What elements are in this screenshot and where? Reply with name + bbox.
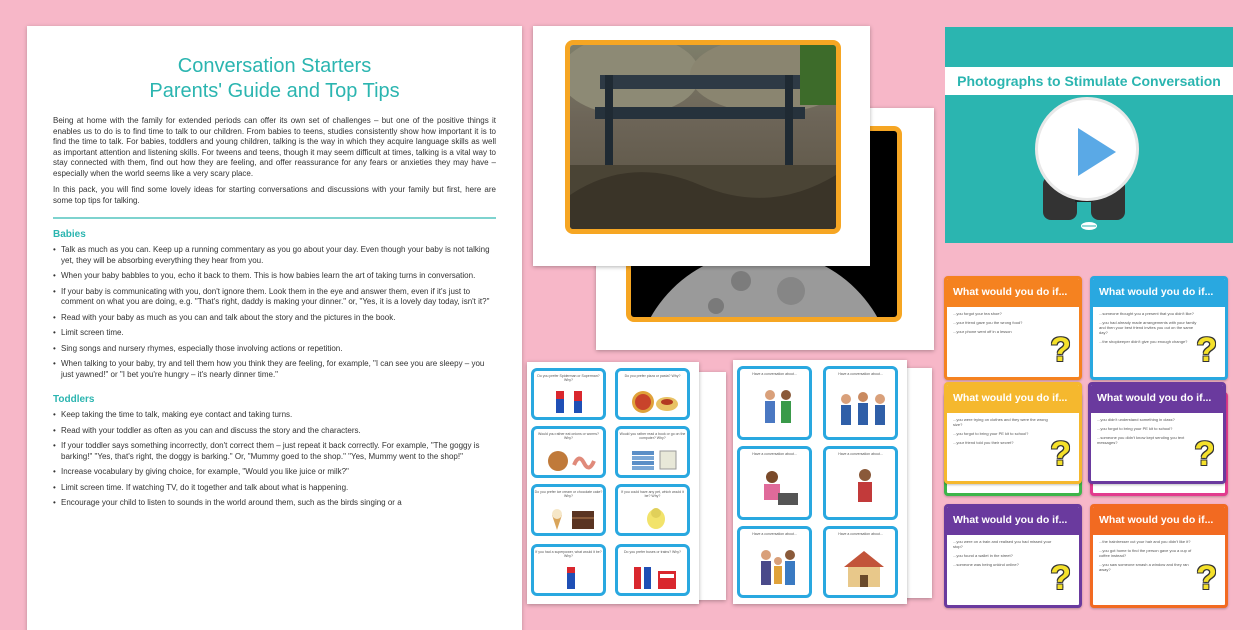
picture-card [531,368,606,420]
question-line: ...your friend gave you the wrong food? [953,320,1023,325]
question-card-heading: What would you do if... [947,279,1079,307]
question-line: ...you forgot to bring your PE kit to school? [1097,426,1173,431]
question-card [944,504,1082,608]
play-button-icon[interactable] [1035,97,1139,201]
guide-intro-paragraph: Being at home with the family for extended periods can offer its own set of challenges – but one of the positive things it enables us to do is to find time to talk to our children. From babies to teens, studies consistently show how important it is to find the time to talk. For babies, toddlers and young children, talking is the way in which they acquire language skills as well as important attention and listening skills. For tweens and teens, though it may seem difficult at times, talking is a vital way to stay connected with them, find out how they are feeling, and offer reassurance for any fears or anxieties they may have – especially when the world seems like a very scary place. [53,116,496,178]
question-line: ...someone you didn't know kept sending you text messages? [1097,435,1185,445]
picture-card [737,366,812,440]
list-item: • Limit screen time. [53,328,496,339]
video-thumbnail[interactable] [945,27,1233,243]
picture-card-question: If you could have any pet, which would it be? Why? [621,490,684,498]
picture-card [615,426,690,478]
question-line: ...you got home to find the person gave you a cup of coffee instead? [1099,548,1192,558]
people-talking-icon [758,387,798,433]
family-icon [754,547,802,593]
picture-card [823,366,898,440]
picture-card-question: Have a conversation about... [838,372,883,376]
list-item: • Read with your baby as much as you can and talk about the story and the pictures in the book. [53,313,496,324]
picture-card-question: Would you rather read a book or go on the computer? Why? [619,432,686,440]
house-icon [840,547,888,593]
babies-heading: Babies [53,229,86,240]
animal-icon [638,505,674,531]
picture-card [531,484,606,536]
group-cheering-icon [836,387,890,433]
icecream-cake-icon [546,505,596,531]
picture-card [615,368,690,420]
picture-card [531,426,606,478]
picture-card-question: Have a conversation about... [752,372,797,376]
question-line: ...your phone went off in a lesson [953,329,1012,334]
question-line: ...the hairdresser cut your hair and you didn't like it? [1099,539,1191,544]
babies-tips-list [53,245,496,380]
question-mark-icon: ? [1196,559,1217,597]
picture-card [531,544,606,596]
picture-card [737,446,812,520]
question-card-heading: What would you do if... [947,507,1079,535]
question-line: ...you didn't understand something in class? [1097,417,1175,422]
parents-guide-page [27,26,522,630]
list-item: • Increase vocabulary by giving choice, for example, "Would you like juice or milk?" [53,467,496,478]
picture-card-question: Do you prefer pizza or pasta? Why? [624,374,681,378]
question-card-heading: What would you do if... [1093,279,1225,307]
question-mark-icon: ? [1050,559,1071,597]
question-card [1090,276,1228,380]
question-line: ...your friend told you their secret? [953,440,1014,445]
books-computer-icon [630,447,680,473]
list-item: • Read with your toddler as often as you can and discuss the story and the characters. [53,426,496,437]
question-line: ...you had already made arrangements with your family and then your best friend invites you out on the same day? [1099,320,1197,335]
list-item: • Talk as much as you can. Keep up a running commentary as you go about your day. Even though your baby is not talking yet, they will be absorbing everything they hear from you. [53,245,496,266]
list-item: • If your baby is communicating with you, don't ignore them. Look them in the eye and answer them, even if it's just to comment on what you are doing, e.g. "That's right, daddy is making your dinner." or, "Yes, it is a lovely day today, isn't it?" [53,287,496,308]
question-line: ...you forgot your tea shoe? [953,311,1002,316]
question-mark-icon: ? [1050,435,1071,473]
question-card-heading: What would you do if... [947,385,1079,413]
picture-card-question: Have a conversation about... [752,452,797,456]
list-item: • Encourage your child to listen to sounds in the world around them, such as the birds singing or a [53,498,496,509]
picture-card [737,526,812,598]
heroes-bus-icon [630,565,680,591]
list-item: • When your baby babbles to you, echo it back to them. This is how babies learn the art of taking turns in conversation. [53,271,496,282]
pizza-pasta-icon [630,389,680,415]
question-line: ...you saw someone smash a window and they ran away? [1099,562,1189,572]
child-laptop-icon [754,467,802,513]
bench-photo [565,40,841,234]
superhero-flying-icon [556,565,586,591]
question-card-heading: What would you do if... [1093,507,1225,535]
picture-card-sheet [527,362,699,604]
lips-icon [1080,221,1098,231]
question-line: ...the shopkeeper didn't give you enough change? [1099,339,1188,344]
list-item: • Sing songs and nursery rhymes, especially those involving actions or repetition. [53,344,496,355]
list-item: • Limit screen time. If watching TV, do it together and talk about what is happening. [53,483,496,494]
section-divider [53,217,496,219]
guide-title-line1: Conversation Starters [177,55,372,77]
picture-card-question: If you had a superpower, what would it be? Why? [535,550,602,558]
guide-title-line2: Parents' Guide and Top Tips [149,80,400,102]
question-line: ...you forgot to bring your PE kit to school? [953,431,1029,436]
toddlers-tips-list [53,410,496,509]
picture-card-question: Have a conversation about... [752,532,797,536]
picture-card-question: Would you rather eat onions or worms? Why? [537,432,600,440]
question-card-heading: What would you do if... [1091,385,1223,413]
picture-card [823,526,898,598]
question-line: ...you found a wallet in the street? [953,553,1013,558]
video-title: Photographs to Stimulate Conversation [957,73,1221,89]
question-card [1088,382,1226,484]
picture-card-sheet [733,360,907,604]
question-card [1090,504,1228,608]
picture-card [615,544,690,596]
picture-card [823,446,898,520]
person-icon [850,467,880,513]
question-line: ...you were trying on clothes and they were the wrong size? [953,417,1048,427]
question-line: ...someone thought you a present that you didn't like? [1099,311,1194,316]
question-line: ...someone was being unkind online? [953,562,1019,567]
list-item: • If your toddler says something incorrectly, don't correct them – just repeat it back correctly. For example, "The goggy is barking!" "Yes, that's right, the doggy is barking." Or, "Mummy goed to the shop." "Yes, Mummy went to the shop!" [53,441,496,462]
picture-card-question: Do you prefer ice cream or chocolate cake? Why? [534,490,603,498]
bench-image [570,45,836,229]
picture-card-question: Do you prefer buses or trains? Why? [624,550,681,554]
toddlers-heading: Toddlers [53,394,95,405]
picture-card-question: Do you prefer Spiderman or Superman? Why? [537,374,600,382]
question-line: ...you were on a train and realised you had missed your stop? [953,539,1052,549]
picture-card-question: Have a conversation about... [838,532,883,536]
superheroes-icon [550,389,590,415]
list-item: • When talking to your baby, try and tell them how you think they are feeling, for example, "I can see you are sleepy – you just yawned!" or "I bet you're hungry – it's nearly dinner time." [53,359,496,380]
question-mark-icon: ? [1050,331,1071,369]
bench-photo-card [533,26,870,266]
guide-intro-paragraph-2: In this pack, you will find some lovely ideas for starting conversations and discussions with your family but first, here are some top tips for talking. [53,185,496,205]
question-mark-icon: ? [1196,331,1217,369]
question-card [944,382,1082,484]
list-item: • Keep taking the time to talk, making eye contact and taking turns. [53,410,496,421]
picture-card-question: Have a conversation about... [838,452,883,456]
question-card [944,276,1082,380]
question-mark-icon: ? [1194,435,1215,473]
onion-worm-icon [546,447,596,473]
picture-card [615,484,690,536]
